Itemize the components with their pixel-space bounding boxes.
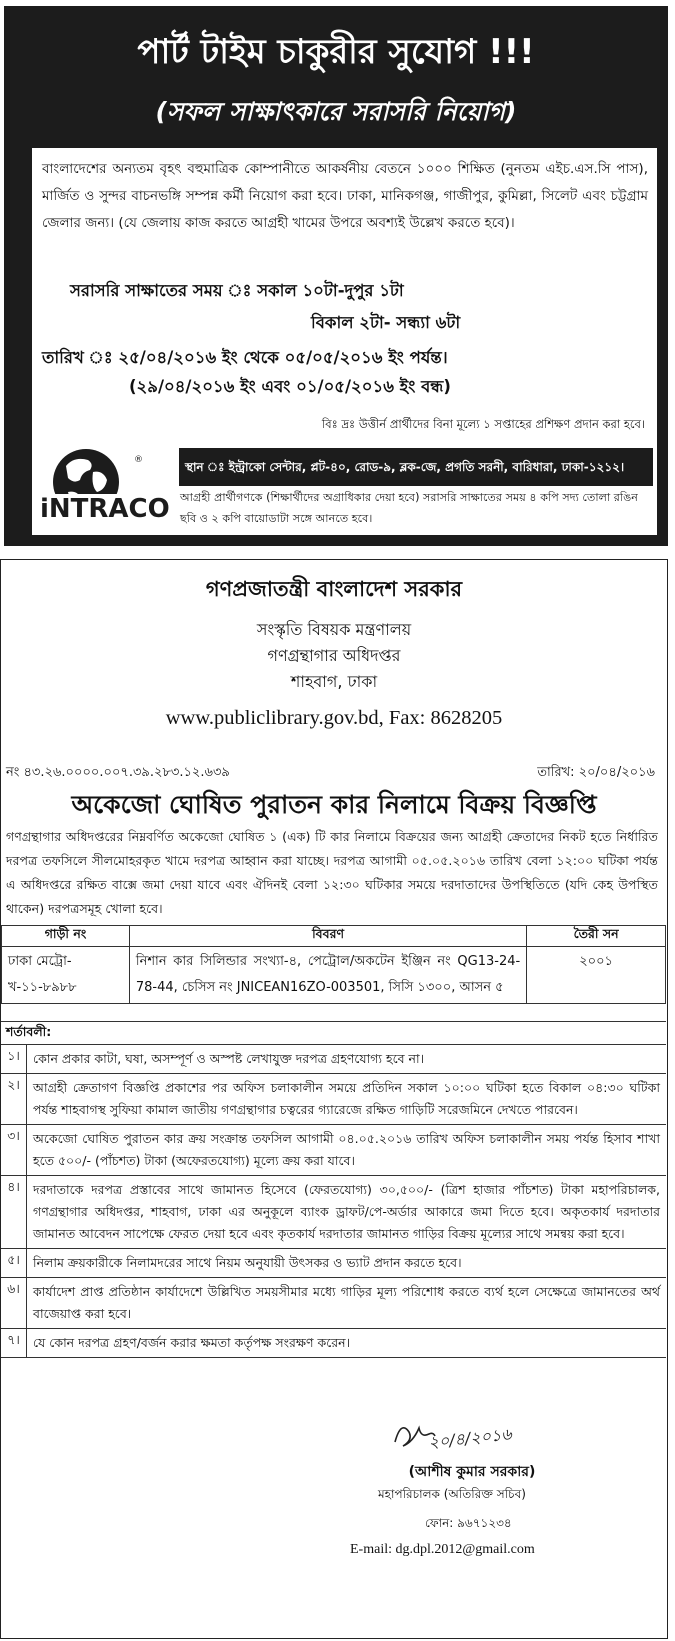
term-text: নিলাম ক্রয়কারীকে নিলামদরের সাথে নিয়ম অনুযায়ী উৎসকর ও ভ্যাট প্রদান করতে হবে। <box>33 1255 462 1270</box>
term-number: ৩। <box>1 1125 27 1175</box>
term-number: ৭। <box>1 1329 27 1357</box>
term-text: আগ্রহী ক্রেতাগণ বিজ্ঞপ্তি প্রকাশের পর অফিস চলাকালীন সময়ে প্রতিদিন সকাল ১০:০০ ঘটিকা হতে বিকাল ০৪:৩০ ঘটিকা পর্যন্ত শাহবাগস্থ সুফিয়া কামাল জাতীয় গণগ্রন্থাগার চত্বরের গ্যারেজে রক্ষিত গাড়িটি সরেজমিনে দেখতে পারবেন। <box>33 1080 660 1117</box>
intraco-logo <box>38 442 170 532</box>
ad-title: পার্ট টাইম চাকুরীর সুযোগ !!! <box>137 32 535 72</box>
list-item <box>1 1328 666 1357</box>
signature-date: ২০/৪/২০১৬ <box>427 1424 513 1452</box>
col-header-year: তৈরী সন <box>527 926 666 947</box>
venue-requirements: আগ্রহী প্রার্থীগণকে (শিক্ষার্থীদের অগ্রাধিকার দেয়া হবে) সরাসরি সাক্ষাতের সময় ৪ কপি সদ্য তোলা রঙিন ছবি ও ২ কপি বায়োডাটা সঙ্গে আনতে হবে। <box>180 491 638 525</box>
term-number: ২। <box>1 1074 27 1124</box>
ad-subtitle: (সফল সাক্ষাৎকারে সরাসরি নিয়োগ) <box>155 97 517 126</box>
term-number: ৫। <box>1 1249 27 1277</box>
registered-mark: ® <box>134 455 143 465</box>
venue-address: স্থান ঃ ইন্ট্রাকো সেন্টার, প্লট-৪০, রোড-৯, ব্লক-জে, প্রগতি সরনী, বারিধারা, ঢাকা-১২১২। <box>179 448 653 486</box>
col-header-description: বিবরণ <box>129 926 526 947</box>
list-item <box>1 1175 666 1248</box>
terms-section <box>1 1021 666 1358</box>
reference-number: নং ৪৩.২৬.০০০০.০০৭.৩৯.২৮৩.১২.৬৩৯ <box>6 765 230 780</box>
list-item <box>1 1044 666 1073</box>
handwritten-signature <box>389 1408 529 1463</box>
terms-title: শর্তাবলী: <box>6 1024 52 1039</box>
signer-email: E-mail: dg.dpl.2012@gmail.com <box>350 1542 535 1557</box>
notice-intro: গণগ্রন্থাগার অধিদপ্তরের নিম্নবর্ণিত অকেজো ঘোষিত ১ (এক) টি কার নিলামে বিক্রয়ের জন্য আগ্রহী ক্রেতাদের নিকট হতে নির্ধারিত দরপত্র তফসিলে সীলমোহরকৃত খামে দরপত্র আহ্বান করা যাচ্ছে। দরপত্র আগামী ০৫.০৫.২০১৬ তারিখ বেলা ১২:০০ ঘটিকা পর্যন্ত এ অধিদপ্তরে রক্ষিত বাক্সে জমা দেয়া যাবে এবং ঐদিনই বেলা ১২:৩০ ঘটিকার সময়ে দরদাতাদের উপস্থিতিতে (যদি কেহ উপস্থিত থাকেন) দরপত্রসমূহ খোলা হবে। <box>6 829 658 916</box>
signer-name: (আশীষ কুমার সরকার) <box>408 1464 536 1480</box>
department-name: গণগ্রন্থাগার অধিদপ্তর <box>267 646 401 665</box>
notice-date: তারিখ: ২০/০৪/২০১৬ <box>537 765 655 780</box>
cell-vehicle-no: ঢাকা মেট্রো-খ-১১-৮৯৮৮ <box>2 947 130 1004</box>
term-number: ৪। <box>1 1176 27 1248</box>
ad-body-text: বাংলাদেশের অন্যতম বৃহৎ বহুমাত্রিক কোম্পানীতে আকর্ষনীয় বেতনে ১০০০ শিক্ষিত (নুনতম এইচ.এস.সি পাস), মার্জিত ও সুন্দর বাচনভঙ্গি সম্পন্ন কর্মী নিয়োগ করা হবে। ঢাকা, মানিকগঞ্জ, গাজীপুর, কুমিল্লা, সিলেট এবং চট্টগ্রাম জেলার জন্য। (যে জেলায় কাজ করতে আগ্রহী খামের উপরে অবশ্যই উল্লেখ করতে হবে)। <box>42 161 648 231</box>
interview-time-afternoon: বিকাল ২টা- সন্ধ্যা ৬টা <box>311 313 461 332</box>
ad-content-box <box>32 148 657 535</box>
term-text: যে কোন দরপত্র গ্রহণ/বর্জন করার ক্ষমতা কর্তৃপক্ষ সংরক্ষণ করেন। <box>33 1335 351 1350</box>
term-number: ৬। <box>1 1278 27 1328</box>
government-name: গণপ্রজাতন্ত্রী বাংলাদেশ সরকার <box>205 577 463 601</box>
interview-closed-days: (২৯/০৪/২০১৬ ইং এবং ০১/০৫/২০১৬ ইং বন্ধ) <box>129 377 451 396</box>
office-block <box>1 617 667 695</box>
website-fax: www.publiclibrary.gov.bd, Fax: 8628205 <box>165 707 503 729</box>
table-row <box>2 947 666 1004</box>
term-text: কার্যাদেশ প্রাপ্ত প্রতিষ্ঠান কার্যাদেশে উল্লিখিত সময়সীমার মধ্যে গাড়ির মূল্য পরিশোধ করতে ব্যর্থ হলে সেক্ষেত্রে জামানতের অর্থ বাজেয়াপ্ত করা হবে। <box>33 1284 660 1321</box>
list-item <box>1 1277 666 1328</box>
vehicle-table <box>1 925 666 1004</box>
cell-description: নিশান কার সিলিন্ডার সংখ্যা-৪, পেট্রোল/অকটেন ইঞ্জিন নং QG13-24-78-44, চেসিস নং JNICEAN16ZO-003501, সিসি ১৩০০, আসন ৫ <box>129 947 526 1004</box>
logo-wordmark: iNTRACO <box>40 494 170 524</box>
signer-phone: ফোন: ৯৬৭১২৩৪ <box>425 1516 512 1530</box>
col-header-vehicle-no: গাড়ী নং <box>2 926 130 947</box>
list-item <box>1 1124 666 1175</box>
auction-notice <box>0 559 668 1639</box>
term-text: কোন প্রকার কাটা, ঘষা, অসম্পূর্ণ ও অস্পষ্ট লেখাযুক্ত দরপত্র গ্রহণযোগ্য হবে না। <box>33 1051 425 1066</box>
ministry-name: সংস্কৃতি বিষয়ক মন্ত্রণালয় <box>256 620 412 639</box>
table-header-row <box>2 926 666 947</box>
interview-time-morning: সরাসরি সাক্ষাতের সময় ঃ সকাল ১০টা-দুপুর ১টা <box>70 281 404 300</box>
intraco-job-ad <box>4 6 668 546</box>
term-number: ১। <box>1 1045 27 1073</box>
list-item <box>1 1073 666 1124</box>
interview-date-range: তারিখ ঃ ২৫/০৪/২০১৬ ইং থেকে ০৫/০৫/২০১৬ ইং পর্যন্ত। <box>42 348 448 367</box>
term-text: অকেজো ঘোষিত পুরাতন কার ক্রয় সংক্রান্ত তফসিল আগামী ০৪.০৫.২০১৬ তারিখ অফিস চলাকালীন সময় পর্যন্ত হিসাব শাখা হতে ৫০০/- (পাঁচশত) টাকা (অফেরতযোগ্য) মূল্যে ক্রয় করা যাবে। <box>33 1131 660 1168</box>
term-text: দরদাতাকে দরপত্র প্রস্তাবের সাথে জামানত হিসেবে (ফেরতযোগ্য) ৩০,৫০০/- (ত্রিশ হাজার পাঁচশত) টাকা মহাপরিচালক, গণগ্রন্থাগার অধিদপ্তর, শাহবাগ, ঢাকা এর অনুকূলে ব্যাংক ড্রাফট/পে-অর্ডার আকারে জমা দিতে হবে। অকৃতকার্য দরদাতার জামানত আবেদন সাপেক্ষে ফেরত দেয়া হবে এবং কৃতকার্য দরদাতার জামানত গাড়ির বিক্রয় মূল্যের সাথে সমন্বয় করা হবে। <box>33 1182 660 1241</box>
training-note: বিঃ দ্রঃ উত্তীর্ন প্রার্থীদের বিনা মূল্যে ১ সপ্তাহের প্রশিক্ষণ প্রদান করা হবে। <box>321 417 645 431</box>
cell-year: ২০০১ <box>527 947 666 1004</box>
office-location: শাহবাগ, ঢাকা <box>290 672 378 691</box>
notice-heading: অকেজো ঘোষিত পুরাতন কার নিলামে বিক্রয় বিজ্ঞপ্তি <box>71 790 597 819</box>
list-item <box>1 1248 666 1277</box>
signer-designation: মহাপরিচালক (অতিরিক্ত সচিব) <box>378 1487 526 1501</box>
